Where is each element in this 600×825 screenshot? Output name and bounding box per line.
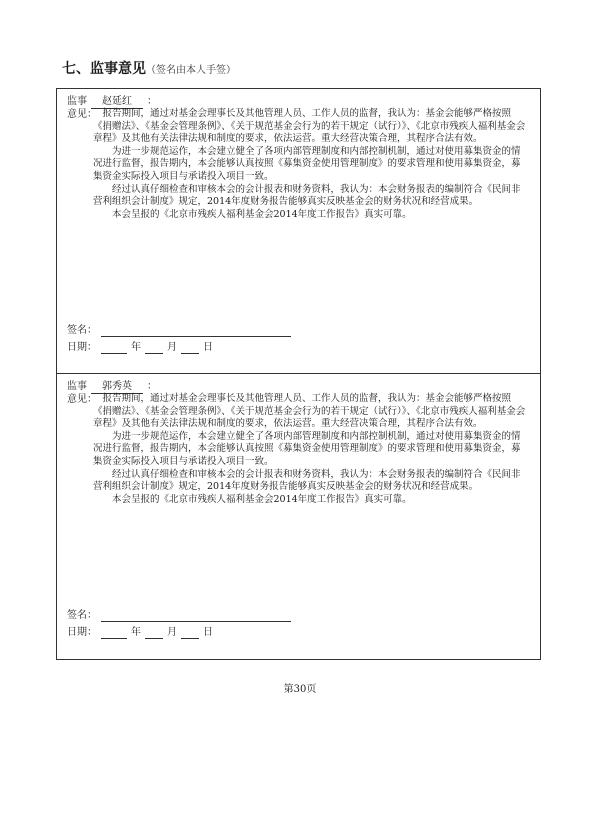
- month-label: 月: [167, 342, 177, 353]
- supervisor-row: [67, 95, 157, 109]
- day-blank[interactable]: [181, 343, 199, 354]
- supervisor-name: 赵延红: [91, 95, 143, 109]
- day-blank[interactable]: [181, 628, 199, 639]
- supervisor-label: 监事: [67, 381, 87, 392]
- opinion-text: [93, 108, 528, 221]
- signature-label: 签名：: [67, 610, 97, 621]
- signature-row: [67, 609, 291, 622]
- month-label: 月: [167, 627, 177, 638]
- opinion-label: 意见：: [67, 394, 97, 405]
- section-heading: [62, 58, 236, 78]
- signature-line[interactable]: [101, 611, 291, 622]
- opinion-text: [93, 393, 528, 506]
- supervisor-name: 郭秀英: [91, 380, 143, 394]
- opinion-paragraph: 本会呈报的《北京市残疾人福利基金会2014年度工作报告》真实可靠。: [112, 493, 412, 505]
- page-number: 第30页: [283, 684, 317, 695]
- date-row: [67, 626, 213, 639]
- opinion-label: 意见：: [67, 109, 97, 120]
- date-row: [67, 341, 213, 354]
- signature-line[interactable]: [101, 326, 291, 337]
- year-blank[interactable]: [101, 628, 127, 639]
- day-label: 日: [203, 627, 213, 638]
- date-label: 日期：: [67, 342, 97, 353]
- supervisor-row: [67, 380, 157, 394]
- supervisor-colon: ：: [147, 96, 157, 107]
- supervisor-colon: ：: [147, 381, 157, 392]
- year-label: 年: [131, 342, 141, 353]
- opinion-paragraph: 为进一步规范运作，本会建立健全了各项内部管理制度和内部控制机制，通过对使用募集资金的情况进行监督，报告期内，本会能够认真按照《募集资金使用管理制度》的要求管理和使用募集资金，募集资金实际投入项目与承诺投入项目一致。: [93, 430, 521, 467]
- year-label: 年: [131, 627, 141, 638]
- opinion-paragraph: 为进一步规范运作，本会建立健全了各项内部管理制度和内部控制机制，通过对使用募集资金的情况进行监督，报告期内，本会能够认真按照《募集资金使用管理制度》的要求管理和使用募集资金，募集资金实际投入项目与承诺投入项目一致。: [93, 145, 521, 182]
- supervisor-opinion-box-1: [56, 88, 541, 374]
- section-title: 七、监事意见: [62, 61, 146, 77]
- supervisor-label: 监事: [67, 96, 87, 107]
- opinion-paragraph: 经过认真仔细检查和审核本会的会计报表和财务资料，我认为：本会财务报表的编制符合《民间非营利组织会计制度》规定，2014年度财务报告能够真实反映基金会的财务状况和经营成果。: [93, 183, 521, 208]
- signature-note: （签名由本人手签）: [146, 65, 236, 76]
- year-blank[interactable]: [101, 343, 127, 354]
- supervisor-opinion-box-2: [56, 374, 541, 660]
- day-label: 日: [203, 342, 213, 353]
- signature-label: 签名：: [67, 325, 97, 336]
- opinion-paragraph: 经过认真仔细检查和审核本会的会计报表和财务资料，我认为：本会财务报表的编制符合《民间非营利组织会计制度》规定，2014年度财务报告能够真实反映基金会的财务状况和经营成果。: [93, 468, 521, 493]
- month-blank[interactable]: [145, 628, 163, 639]
- month-blank[interactable]: [145, 343, 163, 354]
- signature-row: [67, 324, 291, 337]
- opinion-paragraph: 本会呈报的《北京市残疾人福利基金会2014年度工作报告》真实可靠。: [112, 208, 412, 220]
- opinion-paragraph: 报告期间，通过对基金会理事长及其他管理人员、工作人员的监督，我认为：基金会能够严格按照《捐赠法》、《基金会管理条例》、《关于规范基金会行为的若干规定（试行）》、《北京市残疾人福利基金会章程》及其他有关法律法规和制度的要求，依法运营。重大经营决策合理，其程序合法有效。: [93, 108, 526, 145]
- opinion-paragraph: 报告期间，通过对基金会理事长及其他管理人员、工作人员的监督，我认为：基金会能够严格按照《捐赠法》、《基金会管理条例》、《关于规范基金会行为的若干规定（试行）》、《北京市残疾人福利基金会章程》及其他有关法律法规和制度的要求，依法运营。重大经营决策合理，其程序合法有效。: [93, 393, 526, 430]
- date-label: 日期：: [67, 627, 97, 638]
